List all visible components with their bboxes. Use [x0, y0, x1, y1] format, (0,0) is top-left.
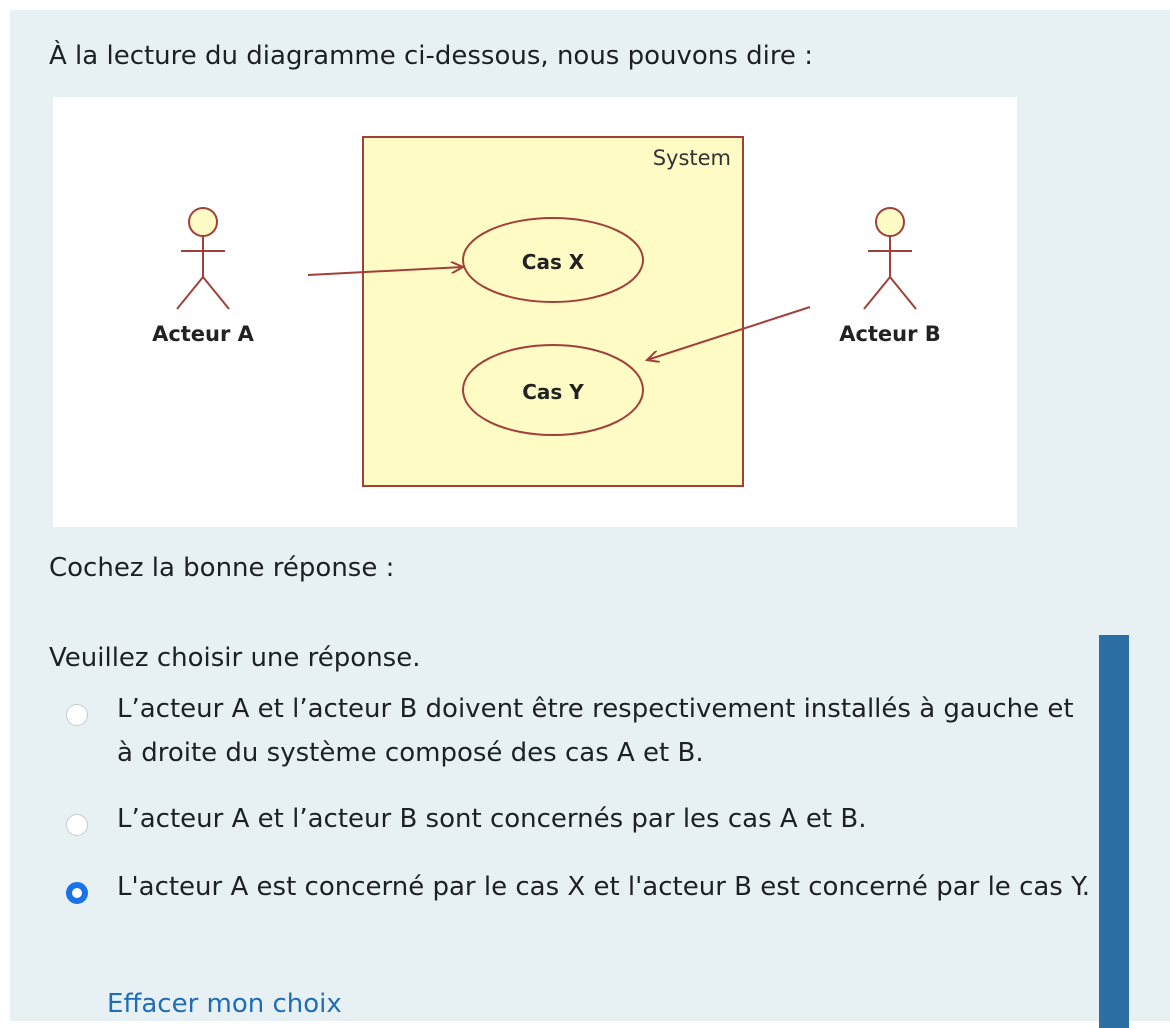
use-case-diagram	[53, 97, 1017, 527]
question-panel	[10, 10, 1170, 1021]
scrollbar-thumb[interactable]	[1099, 635, 1129, 1028]
question-intro: À la lecture du diagramme ci-dessous, nous pouvons dire :	[49, 41, 813, 71]
use-case-diagram-svg	[53, 97, 1017, 527]
radio-button-option-3[interactable]	[66, 882, 88, 904]
answer-option-2-label[interactable]: L’acteur A et l’acteur B sont concernés par les cas A et B.	[117, 804, 867, 834]
actor-b-icon	[864, 208, 916, 309]
actor-b-label: Acteur B	[839, 322, 941, 346]
system-label: System	[652, 146, 731, 170]
use-case-y-label: Cas Y	[522, 380, 584, 404]
actor-a-label: Acteur A	[152, 322, 254, 346]
instruction-text: Cochez la bonne réponse :	[49, 553, 395, 583]
actor-a-icon	[177, 208, 229, 309]
radio-button-option-1[interactable]	[66, 704, 88, 726]
clear-choice-link[interactable]: Effacer mon choix	[107, 989, 342, 1019]
radio-button-option-2[interactable]	[66, 814, 88, 836]
answer-option-3-label[interactable]: L'acteur A est concerné par le cas X et l'acteur B est concerné par le cas Y.	[117, 872, 1090, 902]
answer-option-1-label[interactable]: L’acteur A et l’acteur B doivent être respectivement installés à gauche et à droite du système composé des cas A et B.	[117, 694, 1074, 768]
answer-prompt: Veuillez choisir une réponse.	[49, 643, 421, 673]
use-case-x-label: Cas X	[521, 250, 585, 274]
